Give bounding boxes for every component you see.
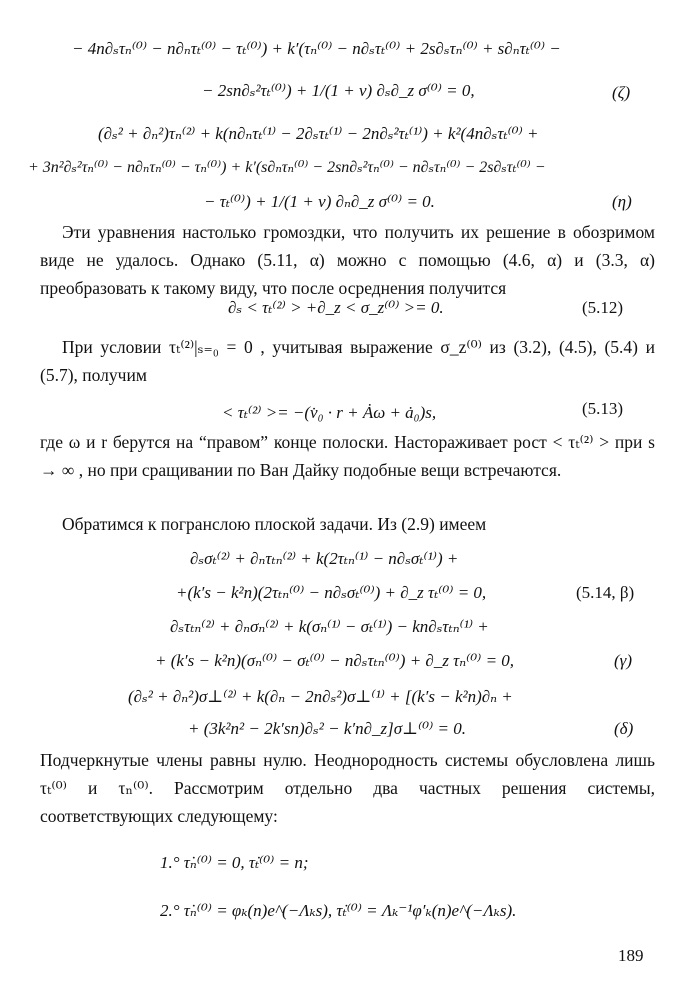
equation-delta-line-2: + (3k²n² − 2k′sn)∂ₛ² − k′n∂_z]σ⊥⁽⁰⁾ = 0.: [188, 719, 466, 738]
equation-zeta-line-1: − 4n∂ₛτₙ⁽⁰⁾ − n∂ₙτₜ⁽⁰⁾ − τₜ⁽⁰⁾) + k′(τₙ⁽⁰⁾ − n∂ₛτₜ⁽⁰⁾ + 2s∂ₛτₙ⁽⁰⁾ + s∂ₙτₜ⁽⁰⁾ −: [72, 39, 561, 58]
solution-case-2: 2.° τ̇ₙ⁽⁰⁾ = φₖ(n)e^(−Λₖs), τ̇ₜ⁽⁰⁾ = Λₖ⁻¹φ′ₖ(n)e^(−Λₖs).: [160, 901, 517, 920]
equation-eta-tag: (η): [612, 192, 632, 211]
equation-delta-tag: (δ): [614, 719, 634, 738]
equation-5-12-tag: (5.12): [582, 298, 624, 317]
solution-case-1: 1.° τ̇ₙ⁽⁰⁾ = 0, τ̇ₜ⁽⁰⁾ = n;: [160, 853, 309, 872]
equation-zeta-tag: (ζ): [612, 83, 631, 102]
equation-zeta-line-2: − 2sn∂ₛ²τₜ⁽⁰⁾) + 1/(1 + ν) ∂ₛ∂_z σ⁽⁰⁾ = 0,: [202, 81, 475, 100]
equation-beta-tag: (5.14, β): [576, 583, 635, 602]
paragraph-complexity: Эти уравнения настолько громоздки, что получить их решение в обозримом виде не удалось. Однако (5.11, α) можно с помощью (4.6, α) и (3.3, α) преобразовать к такому виду, что после осреднения получится: [40, 222, 655, 298]
equation-gamma-tag: (γ): [614, 651, 633, 670]
paragraph-underlined-terms: Подчеркнутые члены равны нулю. Неоднородность системы обусловлена лишь τₜ⁽⁰⁾ и τₙ⁽⁰⁾. Рассмотрим отдельно два частных решения системы, соответствующих следующему:: [40, 750, 655, 826]
equation-5-12: ∂ₛ < τₜ⁽²⁾ > +∂_z < σ_z⁽⁰⁾ >= 0.: [228, 298, 444, 317]
equation-eta-line-2: + 3n²∂ₛ²τₙ⁽⁰⁾ − n∂ₙτₙ⁽⁰⁾ − τₙ⁽⁰⁾) + k′(s∂ₙτₙ⁽⁰⁾ − 2sn∂ₛ²τₙ⁽⁰⁾ − n∂ₛτₙ⁽⁰⁾ − 2s∂ₛτₜ⁽⁰⁾ −: [28, 159, 546, 176]
equation-eta-line-3: − τₜ⁽⁰⁾) + 1/(1 + ν) ∂ₙ∂_z σ⁽⁰⁾ = 0.: [204, 192, 435, 211]
page-number: 189: [618, 946, 644, 965]
equation-delta-line-1: (∂ₛ² + ∂ₙ²)σ⊥⁽²⁾ + k(∂ₙ − 2n∂ₛ²)σ⊥⁽¹⁾ + [(k′s − k²n)∂ₙ +: [128, 687, 513, 706]
paragraph-boundary-layer: Обратимся к погранслою плоской задачи. Из (2.9) имеем: [62, 514, 487, 534]
equation-eta-line-1: (∂ₛ² + ∂ₙ²)τₙ⁽²⁾ + k(n∂ₙτₜ⁽¹⁾ − 2∂ₛτₜ⁽¹⁾ − 2n∂ₛ²τₜ⁽¹⁾) + k²(4n∂ₛτₜ⁽⁰⁾ +: [98, 124, 539, 143]
paragraph-condition: При условии τₜ⁽²⁾|ₛ₌₀ = 0 , учитывая выражение σ_z⁽⁰⁾ из (3.2), (4.5), (5.4) и (5.7), получим: [40, 337, 655, 385]
equation-gamma-line-2: + (k′s − k²n)(σₙ⁽⁰⁾ − σₜ⁽⁰⁾ − n∂ₛτₜₙ⁽⁰⁾) + ∂_z τₙ⁽⁰⁾ = 0,: [155, 651, 515, 670]
paragraph-growth: где ω и r берутся на “правом” конце полоски. Настораживает рост < τₜ⁽²⁾ > при s → ∞ , но при сращивании по Ван Дайку подобные вещи встречаются.: [40, 432, 655, 480]
equation-beta-line-1: ∂ₛσₜ⁽²⁾ + ∂ₙτₜₙ⁽²⁾ + k(2τₜₙ⁽¹⁾ − n∂ₛσₜ⁽¹⁾) +: [190, 549, 459, 568]
equation-gamma-line-1: ∂ₛτₜₙ⁽²⁾ + ∂ₙσₙ⁽²⁾ + k(σₙ⁽¹⁾ − σₜ⁽¹⁾) − kn∂ₛτₜₙ⁽¹⁾ +: [170, 617, 489, 636]
equation-5-13-tag: (5.13): [582, 399, 624, 418]
equation-beta-line-2: +(k′s − k²n)(2τₜₙ⁽⁰⁾ − n∂ₛσₜ⁽⁰⁾) + ∂_z τₜ⁽⁰⁾ = 0,: [176, 583, 487, 602]
equation-5-13: < τₜ⁽²⁾ >= −(v̇₀ · r + Ȧω + ȧ₀)s,: [222, 403, 437, 422]
